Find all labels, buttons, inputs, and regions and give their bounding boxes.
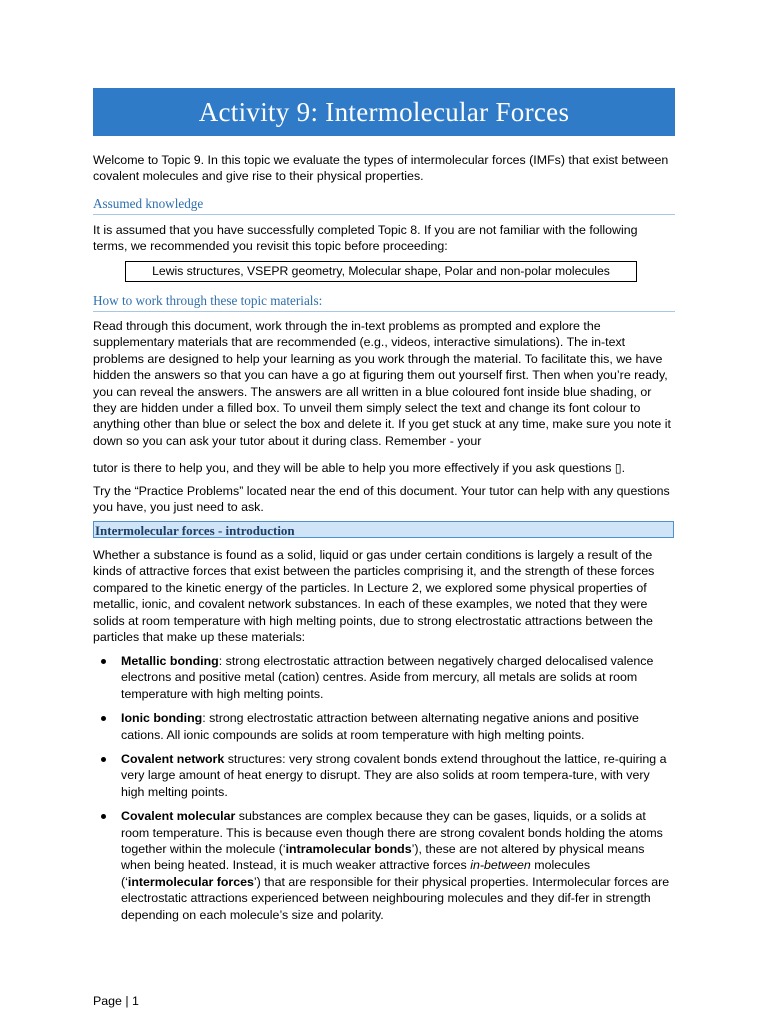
- list-item-text: molecules (‘: [121, 858, 591, 889]
- list-item-text: structures: very strong covalent bonds extend throughout the lattice, re-quiring a very large amount of heat energy to disrupt. They are also solids at room tempera-ture, with very high melting points.: [121, 752, 667, 799]
- list-item: [93, 710, 675, 743]
- assumed-knowledge-text: It is assumed that you have successfully completed Topic 8. If you are not familiar with the following terms, we recommended you revisit this topic before proceeding:: [93, 223, 638, 254]
- bullet-icon: [101, 716, 106, 721]
- list-item: [93, 808, 675, 923]
- emphasis-in-between: in-between: [470, 858, 531, 873]
- bullet-icon: [101, 814, 106, 819]
- term-intramolecular-bonds: intramolecular bonds: [285, 842, 412, 857]
- list-item-text: substances are complex because they can be gases, liquids, or a solids at room temperature. This is because even though there are strong covalent bonds holding the atoms together within the molecule (‘: [121, 809, 663, 857]
- bullet-icon: [101, 659, 106, 664]
- bonding-types-list: [93, 653, 675, 923]
- page-number-footer: Page | 1: [93, 994, 139, 1008]
- list-item-text: : strong electrostatic attraction between alternating negative anions and positive cations. All ionic compounds are solids at room temperature with high melting points.: [121, 711, 639, 742]
- term-ionic-bonding: Ionic bonding: [121, 711, 203, 726]
- term-covalent-molecular: Covalent molecular: [121, 809, 236, 824]
- how-to-paragraph-end: tutor is there to help you, and they will be able to help you more effectively if you ask questions ▯.: [93, 461, 626, 475]
- intro-paragraph: Welcome to Topic 9. In this topic we evaluate the types of intermolecular forces (IMFs) that exist between covalent molecules and give rise to their physical properties.: [93, 153, 669, 184]
- list-item: [93, 653, 675, 702]
- page-title: Activity 9: Intermolecular Forces: [93, 88, 675, 136]
- practice-problems-paragraph: Try the “Practice Problems” located near the end of this document. Your tutor can help with any questions you have, you just need to ask.: [93, 484, 670, 515]
- assumed-knowledge-heading: Assumed knowledge: [93, 195, 675, 215]
- list-item: [93, 751, 675, 800]
- imf-intro-heading: Intermolecular forces - introduction: [93, 521, 674, 538]
- bullet-icon: [101, 757, 106, 762]
- prerequisite-terms-box: Lewis structures, VSEPR geometry, Molecular shape, Polar and non-polar molecules: [125, 261, 637, 282]
- imf-intro-paragraph: Whether a substance is found as a solid, liquid or gas under certain conditions is largely a result of the kinds of attractive forces that exist between the particles comprising it, and the strength of these forces compared to the kinetic energy of the particles. In Lecture 2, we explored some physical properties of metallic, ionic, and covalent network substances. In each of these examples, we noted that they were solids at room temperature with high melting points, due to strong electrostatic attractions between the particles that make up these materials:: [93, 548, 655, 645]
- list-item-text: : strong electrostatic attraction between negatively charged delocalised valence electrons and positive metal (cation) centres. Aside from mercury, all metals are solids at room temperature with high melting points.: [121, 654, 654, 701]
- list-item-text: ’), these are not altered by physical means when being heated. Instead, it is much weaker attractive forces: [121, 842, 645, 873]
- term-intermolecular-forces: intermolecular forces: [127, 874, 254, 889]
- list-item-text: ’) that are responsible for their physical properties. Intermolecular forces are electrostatic attractions experienced between neighbouring molecules and they dif-fer in strength depending on each molecule’s size and polarity.: [121, 874, 670, 922]
- term-covalent-network: Covalent network: [121, 752, 225, 767]
- term-metallic-bonding: Metallic bonding: [121, 654, 219, 668]
- how-to-paragraph: Read through this document, work through the in-text problems as prompted and explore the supplementary materials that are recommended (e.g., videos, interactive simulations). The in-text problems are designed to help your learning as you work through the material. To facilitate this, we have hidden the answers so that you can have a go at figuring them out yourself first. Then when you’re ready, you can reveal the answers. The answers are all written in a blue coloured font inside blue shading, or they are hidden under a filled box. To unveil them simply select the text and change its font colour to anything other than blue or select the box and delete it. If you get stuck at any time, make sure you note it down so you can ask your tutor about it during class. Remember - your: [93, 319, 671, 448]
- how-to-heading: How to work through these topic materials:: [93, 292, 675, 312]
